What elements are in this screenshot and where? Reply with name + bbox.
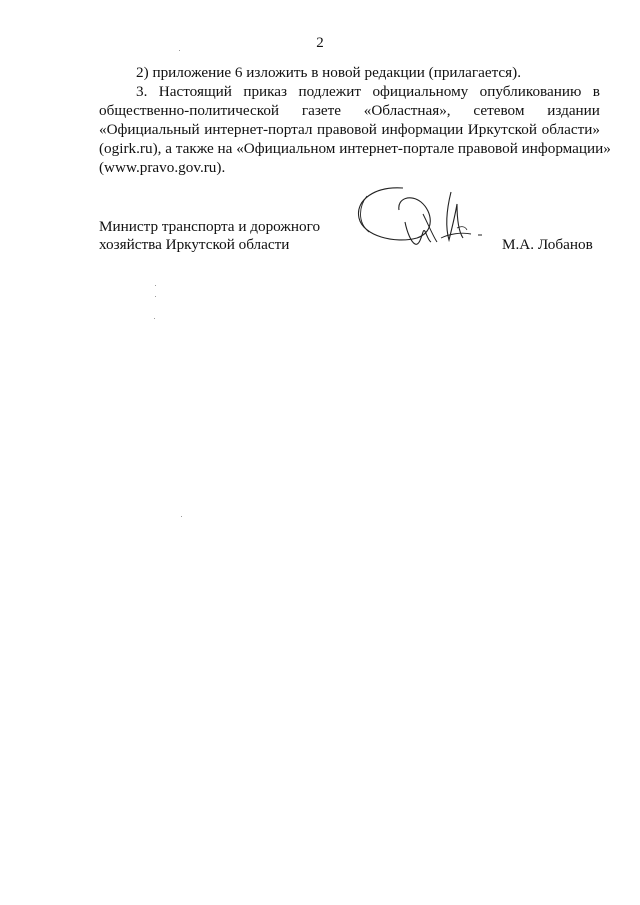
- scan-speck: [155, 296, 156, 297]
- word: области»: [541, 121, 600, 138]
- word: интернет-портал: [204, 121, 313, 138]
- word: в: [592, 83, 600, 100]
- scan-speck: [181, 516, 182, 517]
- word: правовой: [317, 121, 377, 138]
- scan-speck: [155, 285, 156, 286]
- word: подлежит: [298, 83, 362, 100]
- scan-speck: [179, 50, 180, 51]
- item-3-line-2: [99, 102, 600, 120]
- word: опубликованию: [479, 83, 582, 100]
- signer-title-line-2: хозяйства Иркутской области: [99, 236, 290, 253]
- word: информации: [381, 121, 464, 138]
- page-number: 2: [316, 35, 324, 51]
- word: издании: [547, 102, 600, 119]
- word: официальному: [372, 83, 469, 100]
- word: общественно-политической: [99, 102, 280, 119]
- signer-name: М.А. Лобанов: [502, 236, 593, 253]
- item-2-text: 2) приложение 6 изложить в новой редакции (прилагается).: [136, 64, 521, 81]
- word: «Областная»,: [363, 102, 451, 119]
- item-3-line-5: (www.pravo.gov.ru).: [99, 159, 226, 176]
- item-3-line-1: [136, 83, 600, 101]
- item-3-line-4: (ogirk.ru), а также на «Официальном интернет-портале правовой информации»: [99, 140, 611, 157]
- word: «Официальный: [99, 121, 200, 138]
- handwritten-signature: [345, 182, 485, 257]
- signer-title-line-1: Министр транспорта и дорожного: [99, 218, 321, 235]
- word: сетевом: [473, 102, 525, 119]
- item-3-line-3: [99, 121, 600, 139]
- word: 3.: [136, 83, 148, 100]
- word: газете: [301, 102, 341, 119]
- word: Настоящий: [158, 83, 232, 100]
- scan-speck: [154, 318, 155, 319]
- word: Иркутской: [467, 121, 538, 138]
- word: приказ: [243, 83, 288, 100]
